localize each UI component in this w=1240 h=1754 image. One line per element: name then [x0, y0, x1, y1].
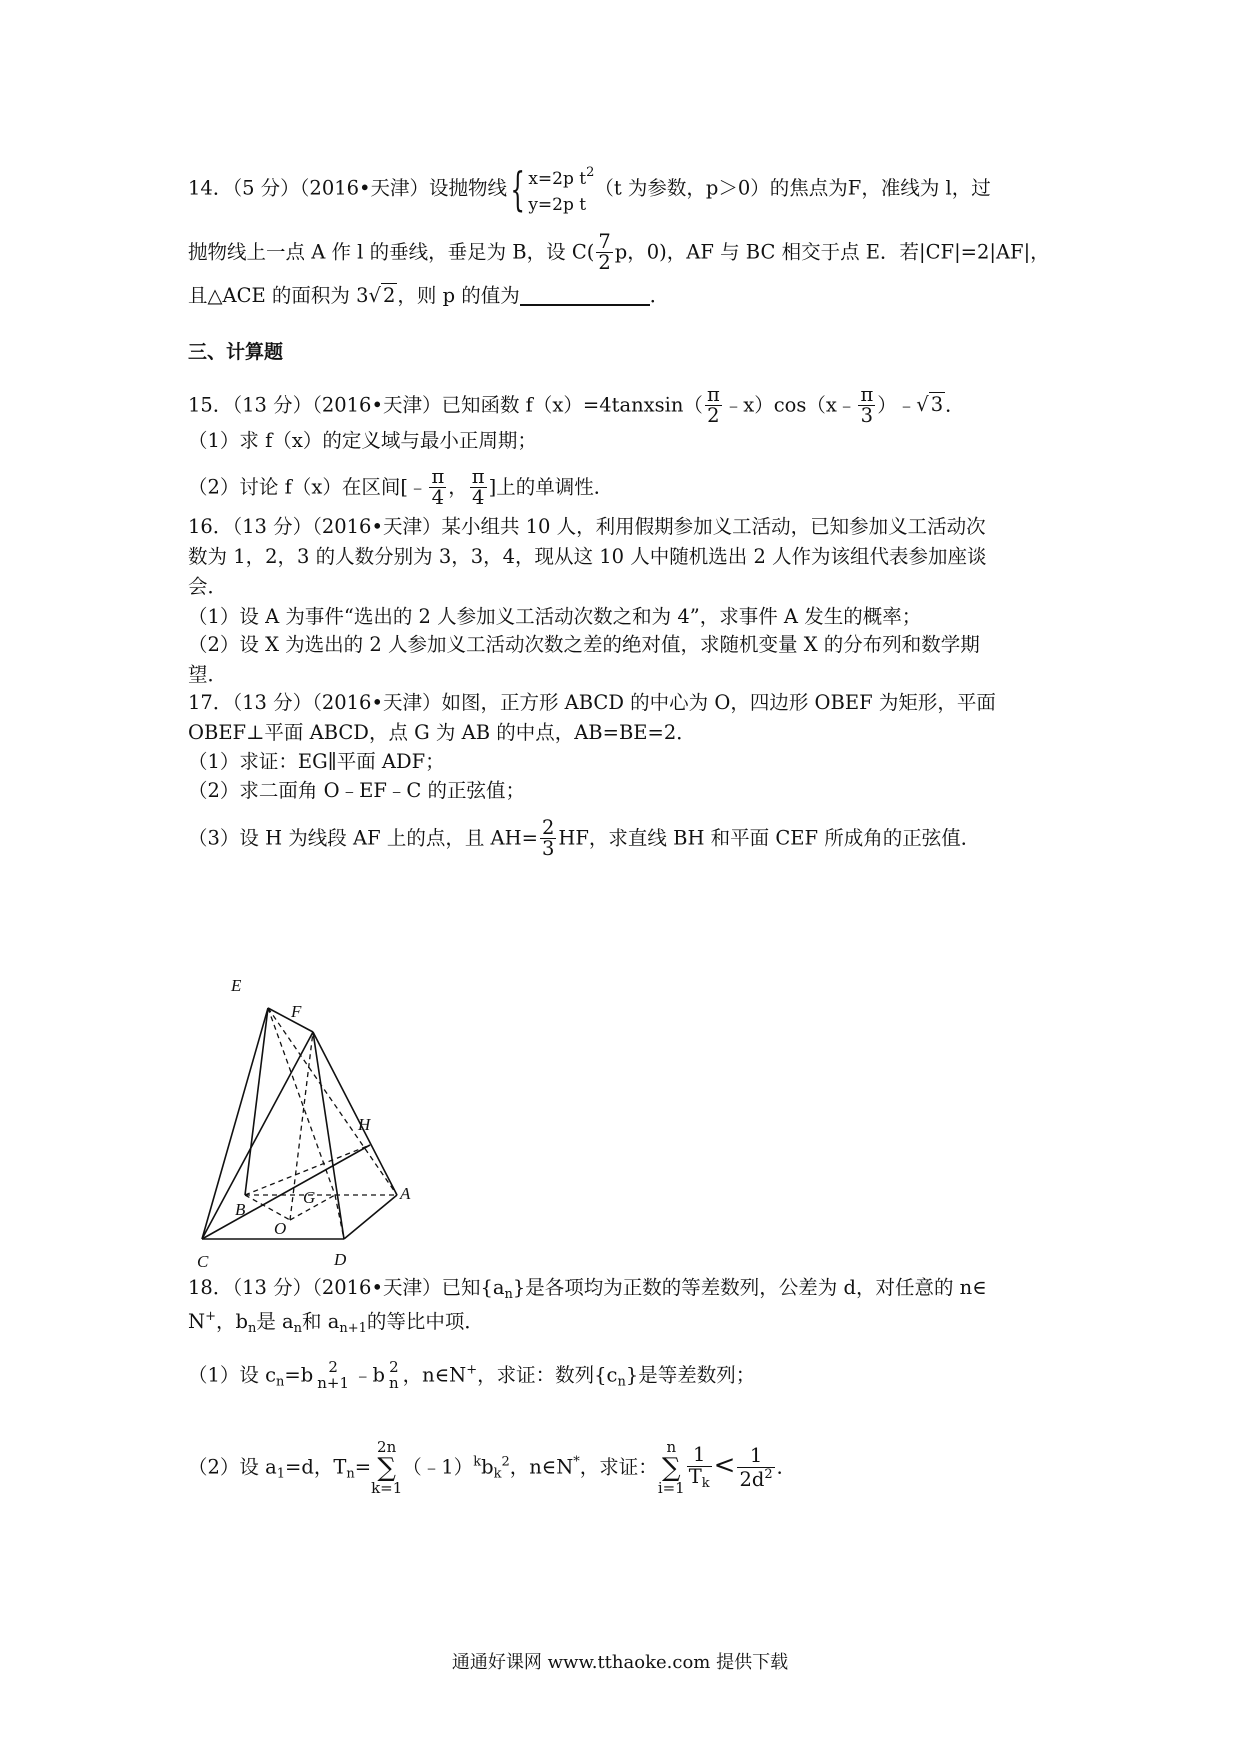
label-A: A	[400, 1184, 411, 1203]
label-B: B	[235, 1200, 246, 1219]
q17-part3: （3）设 H 为线段 AF 上的点，且 AH= $\frac{2}{3}$ HF，求直线 BH 和平面 CEF 所成角的正弦值．	[188, 816, 981, 861]
q16-part2b: 望．	[188, 663, 228, 686]
q17-part1: （1）求证：EG∥平面 ADF；	[188, 750, 445, 773]
label-E: E	[231, 976, 242, 995]
q14-line1: 14．（5 分）（2016•天津）设抛物线{ x=2p $t^2$ y=2p t（t 为参数，p＞0）的焦点为F，准线为 l，过	[188, 162, 991, 216]
q16-line2: 数为 1，2，3 的人数分别为 3，3，4，现从这 10 人中随机选出 2 人作为该组代表参加座谈	[188, 545, 987, 568]
geometry-figure	[195, 975, 475, 1275]
label-F: F	[291, 1002, 302, 1021]
q16-part1: （1）设 A 为事件“选出的 2 人参加义工活动次数之和为 4”，求事件 A 发生的概率；	[188, 605, 922, 628]
q18-part1: （1）设 $c_n=b$ 2 n+1 ﹣b 2 n ，n∈N+，求证：数列$\{c_n\}$是等差数列；	[188, 1358, 756, 1392]
parametric-system: x=2p $t^2$ y=2p t	[528, 165, 595, 215]
page-footer: 通通好课网 www.tthaoke.com 提供下载	[451, 1652, 789, 1673]
label-D: D	[334, 1250, 347, 1269]
fraction-7-2: $\frac{7}{2}$	[598, 230, 611, 275]
answer-blank	[520, 304, 650, 306]
q15-part1: （1）求 f（x）的定义域与最小正周期；	[188, 429, 537, 452]
sqrt-2: √ 2	[368, 284, 396, 307]
summation-1: 2n ∑ k=1	[371, 1438, 403, 1497]
q17-line2: OBEF⊥平面 ABCD，点 G 为 AB 的中点，AB=BE=2．	[188, 721, 696, 744]
q18-line2: N+，$b_n$是 $a_n$和 $a_{n+1}$的等比中项．	[188, 1309, 484, 1336]
dashed-GD	[335, 1195, 344, 1239]
q18-part2: （2）设 $a_1=d$，$T_n=2n$ ∑ $k=1(﹣1)^kb_k^2$，n∈N*，求证：n ∑ i=1 $\frac{1}{T_k}$ < $\frac{1}{2d^2}$ ．	[188, 1438, 797, 1497]
q15-part2: （2）讨论 f（x）在区间[﹣ $\frac{\pi}{4}$ ， $\frac{\pi}{4}$ ]上的单调性．	[188, 465, 614, 510]
q14-line2: 抛物线上一点 A 作 l 的垂线，垂足为 B，设 C( $\frac{7}{2}$ p，0)，AF 与 BC 相交于点 E．若|CF|=2|AF|，	[188, 230, 1050, 275]
q15-line1: 15．（13 分）（2016•天津）已知函数 f（x）=4tanxsin（ $\frac{\pi}{2}$ ﹣x）cos（x﹣ $\frac{\pi}{3}$ ）﹣√ 3 ．	[188, 383, 965, 428]
q18-line1: 18．（13 分）（2016•天津）已知$\{a_n\}$是各项均为正数的等差数列，公差为 d，对任意的 n∈	[188, 1276, 987, 1302]
label-O: O	[274, 1219, 287, 1238]
dashed-EG	[268, 1008, 335, 1195]
q14-line3: 且△ACE 的面积为 3√ 2 ，则 p 的值为 ．	[188, 284, 670, 307]
q17-line1: 17．（13 分）（2016•天津）如图，正方形 ABCD 的中心为 O，四边形 OBEF 为矩形，平面	[188, 691, 996, 714]
summation-2: n ∑ i=1	[657, 1438, 685, 1497]
edge-DA	[344, 1195, 397, 1239]
section-heading: 三、计算题	[188, 341, 284, 363]
q16-line3: 会．	[188, 575, 228, 598]
left-brace: {	[510, 162, 526, 216]
label-H: H	[358, 1115, 371, 1134]
q17-part2: （2）求二面角 O﹣EF﹣C 的正弦值；	[188, 779, 525, 802]
q16-line1: 16．（13 分）（2016•天津）某小组共 10 人，利用假期参加义工活动，已知参加义工活动次	[188, 515, 986, 538]
q16-part2a: （2）设 X 为选出的 2 人参加义工活动次数之差的绝对值，求随机变量 X 的分布列和数学期	[188, 633, 980, 656]
label-G: G	[303, 1188, 316, 1207]
dashed-BO	[245, 1195, 290, 1220]
label-C: C	[197, 1252, 209, 1271]
sqrt-3: √ 3	[916, 393, 944, 417]
edge-EB-hidden-lower	[245, 1008, 268, 1195]
